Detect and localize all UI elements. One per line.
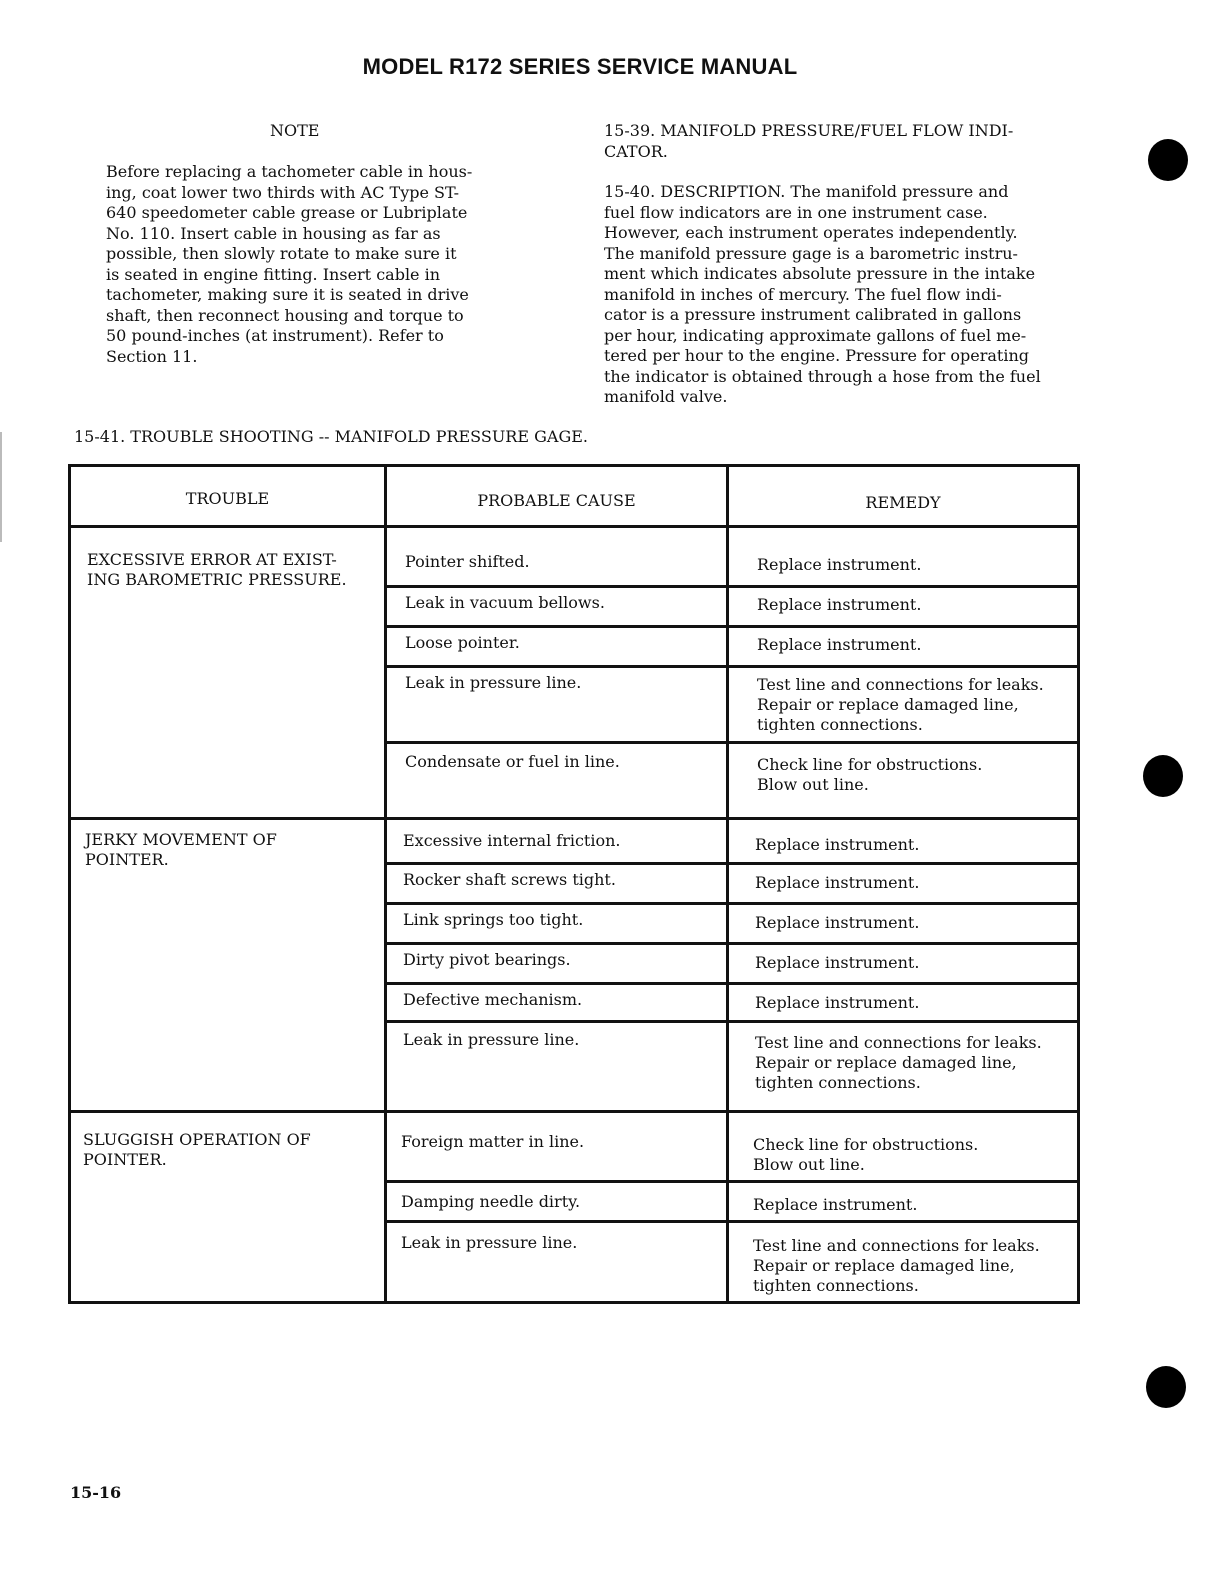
row-divider — [384, 982, 1077, 985]
row-divider — [384, 862, 1077, 865]
cause-cell: Dirty pivot bearings. — [403, 950, 571, 969]
remedy-cell: Replace instrument. — [755, 993, 920, 1012]
row-divider — [384, 1220, 1077, 1223]
cause-cell: Foreign matter in line. — [401, 1132, 585, 1151]
binder-hole-mark — [1143, 755, 1183, 797]
cause-cell: Leak in vacuum bellows. — [405, 593, 605, 612]
trouble-cell: SLUGGISH OPERATION OF POINTER. — [83, 1130, 311, 1169]
section-15-39-heading: 15-39. MANIFOLD PRESSURE/FUEL FLOW INDI- CATOR. — [604, 121, 1014, 161]
cause-cell: Rocker shaft screws tight. — [403, 870, 616, 889]
remedy-cell: Test line and connections for leaks. Repair or replace damaged line, tighten connections. — [755, 1033, 1042, 1092]
remedy-cell: Replace instrument. — [755, 913, 920, 932]
cause-cell: Link springs too tight. — [403, 910, 584, 929]
group-divider — [71, 1110, 1077, 1113]
row-divider — [384, 902, 1077, 905]
cause-cell: Defective mechanism. — [403, 990, 583, 1009]
cause-cell: Leak in pressure line. — [401, 1233, 578, 1252]
header-divider — [71, 525, 1077, 528]
cause-cell: Loose pointer. — [405, 633, 520, 652]
cause-cell: Excessive internal friction. — [403, 831, 621, 850]
row-divider — [384, 625, 1077, 628]
column-divider — [726, 467, 729, 1301]
section-15-40-description: 15-40. DESCRIPTION. The manifold pressure and fuel flow indicators are in one instrument case. However, each instrument operates independently. The manifold pressure gage is a barometric instru- ment which indicates absolute pressure in the intake manifold in inches of mercury. The fuel flow indi- cator is a pressure instrument calibrated in gallons per hour, indicating approximate gallons of fuel me- tered per hour to the engine. Pressure for operating the indicator is obtained through a hose from the fuel manifold valve. — [604, 182, 1041, 406]
binder-hole-mark — [1146, 1366, 1186, 1408]
remedy-cell: Replace instrument. — [757, 635, 922, 654]
remedy-cell: Replace instrument. — [755, 835, 920, 854]
cause-cell: Leak in pressure line. — [405, 673, 582, 692]
remedy-cell: Replace instrument. — [755, 873, 920, 892]
trouble-cell: EXCESSIVE ERROR AT EXIST- ING BAROMETRIC PRESSURE. — [87, 550, 347, 589]
remedy-cell: Check line for obstructions. Blow out line. — [757, 755, 983, 794]
column-header-probable-cause: PROBABLE CAUSE — [477, 491, 636, 510]
row-divider — [384, 741, 1077, 744]
cause-cell: Damping needle dirty. — [401, 1192, 581, 1211]
column-divider — [384, 467, 387, 1301]
column-header-trouble: TROUBLE — [185, 489, 270, 508]
trouble-shooting-table — [68, 464, 1080, 1304]
scan-edge-mark — [0, 432, 2, 542]
page-number: 15-16 — [70, 1483, 122, 1502]
trouble-cell: JERKY MOVEMENT OF POINTER. — [85, 830, 277, 869]
note-heading: NOTE — [270, 121, 320, 140]
remedy-cell: Check line for obstructions. Blow out line. — [753, 1135, 979, 1174]
cause-cell: Leak in pressure line. — [403, 1030, 580, 1049]
row-divider — [384, 1180, 1077, 1183]
row-divider — [384, 1020, 1077, 1023]
note-body: Before replacing a tachometer cable in hous- ing, coat lower two thirds with AC Type ST- 640 speedometer cable grease or Lubriplate No. 110. Insert cable in housing as far as possible, then slowly rotate to make sure it is seated in engine fitting. Insert cable in tachometer, making sure it is seated in drive shaft, then reconnect housing and torque to 50 pound-inches (at instrument). Refer to Section 11. — [106, 162, 473, 366]
cause-cell: Condensate or fuel in line. — [405, 752, 620, 771]
row-divider — [384, 942, 1077, 945]
remedy-cell: Replace instrument. — [757, 555, 922, 574]
section-15-41-heading: 15-41. TROUBLE SHOOTING -- MANIFOLD PRESSURE GAGE. — [74, 427, 588, 446]
column-header-remedy: REMEDY — [865, 493, 941, 512]
row-divider — [384, 585, 1077, 588]
remedy-cell: Replace instrument. — [753, 1195, 918, 1214]
row-divider — [384, 665, 1077, 668]
remedy-cell: Test line and connections for leaks. Repair or replace damaged line, tighten connections. — [757, 675, 1044, 734]
remedy-cell: Replace instrument. — [757, 595, 922, 614]
binder-hole-mark — [1148, 139, 1188, 181]
group-divider — [71, 817, 1077, 820]
page-header-title: MODEL R172 SERIES SERVICE MANUAL — [362, 54, 798, 79]
remedy-cell: Test line and connections for leaks. Repair or replace damaged line, tighten connections. — [753, 1236, 1040, 1295]
cause-cell: Pointer shifted. — [405, 552, 530, 571]
remedy-cell: Replace instrument. — [755, 953, 920, 972]
